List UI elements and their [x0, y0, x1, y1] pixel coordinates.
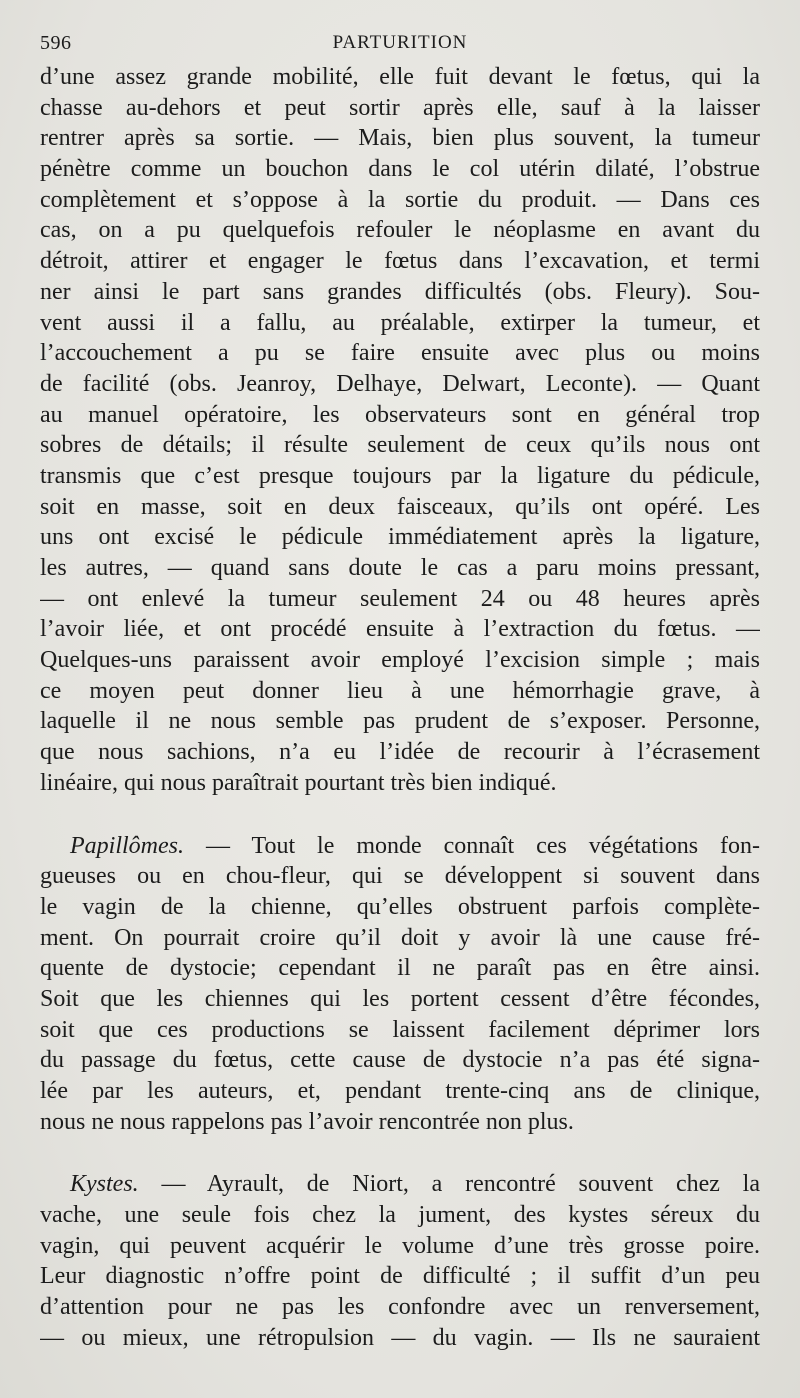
text-line: vache, une seule fois chez la jument, des kystes séreux du: [40, 1202, 760, 1229]
section-kystes: [40, 1169, 760, 1353]
running-title: PARTURITION: [332, 32, 468, 53]
body-text: [40, 62, 760, 1354]
text-line: ment. On pourrait croire qu’il doit y avoir là une cause fré-: [40, 924, 760, 951]
text-line: pénètre comme un bouchon dans le col utérin dilaté, l’obstrue: [40, 156, 760, 183]
section-first-line: [40, 1169, 760, 1200]
section-lead-kystes: Kystes.: [70, 1171, 139, 1198]
text-line: Quelques-uns paraissent avoir employé l’excision simple ; mais: [40, 647, 760, 674]
paragraph-gap: [40, 1137, 760, 1169]
text-line: que nous sachions, n’a eu l’idée de recourir à l’écrasement: [40, 739, 760, 766]
text-line: linéaire, qui nous paraîtrait pourtant très bien indiqué.: [40, 769, 557, 796]
text-line: chasse au-dehors et peut sortir après elle, sauf à la laisser: [40, 94, 760, 121]
text-line: vagin, qui peuvent acquérir le volume d’une très grosse poire.: [40, 1232, 760, 1259]
text-line: vent aussi il a fallu, au préalable, extirper la tumeur, et: [40, 309, 760, 336]
section-first-line-text: — Tout le monde connaît ces végétations fon-: [184, 832, 760, 859]
text-line: les autres, — quand sans doute le cas a paru moins pressant,: [40, 555, 760, 581]
text-line: lée par les auteurs, et, pendant trente-cinq ans de clinique,: [40, 1078, 760, 1104]
section-papillomes: [40, 831, 760, 1138]
running-head: [40, 28, 760, 58]
paragraph-continued: [40, 62, 760, 799]
text-line: soit en masse, soit en deux faisceaux, qu’ils ont opéré. Les: [40, 493, 760, 520]
text-line: de facilité (obs. Jeanroy, Delhaye, Delwart, Leconte). — Quant: [40, 370, 760, 397]
text-line: d’attention pour ne pas les confondre avec un renversement,: [40, 1294, 760, 1321]
text-line: détroit, attirer et engager le fœtus dans l’excavation, et termi: [40, 248, 760, 275]
text-line: transmis que c’est presque toujours par la ligature du pédicule,: [40, 462, 760, 489]
text-line: complètement et s’oppose à la sortie du produit. — Dans ces: [40, 186, 760, 213]
text-line: uns ont excisé le pédicule immédiatement après la ligature,: [40, 524, 760, 551]
text-line: au manuel opératoire, les observateurs sont en général trop: [40, 401, 760, 428]
text-line: — ou mieux, une rétropulsion — du vagin. — Ils ne sauraient: [40, 1324, 760, 1351]
text-line: nous ne nous rappelons pas l’avoir rencontrée non plus.: [40, 1108, 574, 1135]
section-lead-papillomes: Papillômes.: [70, 832, 184, 859]
text-line: ner ainsi le part sans grandes difficultés (obs. Fleury). Sou-: [40, 278, 760, 305]
text-line: du passage du fœtus, cette cause de dystocie n’a pas été signa-: [40, 1047, 760, 1074]
section-first-line: [40, 831, 760, 862]
text-line: ce moyen peut donner lieu à une hémorrhagie grave, à: [40, 677, 760, 704]
text-line: laquelle il ne nous semble pas prudent de s’exposer. Personne,: [40, 708, 760, 735]
text-line: le vagin de la chienne, qu’elles obstruent parfois complète-: [40, 893, 760, 920]
page-number: 596: [40, 32, 72, 54]
text-line: cas, on a pu quelquefois refouler le néoplasme en avant du: [40, 217, 760, 244]
text-line: Soit que les chiennes qui les portent cessent d’être fécondes,: [40, 985, 760, 1012]
text-line: rentrer après sa sortie. — Mais, bien plus souvent, la tumeur: [40, 125, 760, 152]
text-line: l’avoir liée, et ont procédé ensuite à l’extraction du fœtus. —: [40, 616, 760, 643]
text-line: sobres de détails; il résulte seulement de ceux qu’ils nous ont: [40, 432, 760, 459]
text-line: gueuses ou en chou-fleur, qui se développent si souvent dans: [40, 863, 760, 890]
text-line: d’une assez grande mobilité, elle fuit devant le fœtus, qui la: [40, 64, 760, 90]
text-line: l’accouchement a pu se faire ensuite avec plus ou moins: [40, 340, 760, 367]
section-first-line-text: — Ayrault, de Niort, a rencontré souvent chez la: [138, 1171, 760, 1198]
paragraph-gap: [40, 799, 760, 831]
text-line: Leur diagnostic n’offre point de difficulté ; il suffit d’un peu: [40, 1263, 760, 1290]
text-line: — ont enlevé la tumeur seulement 24 ou 48 heures après: [40, 585, 760, 612]
text-line: soit que ces productions se laissent facilement déprimer lors: [40, 1016, 760, 1043]
text-line: quente de dystocie; cependant il ne paraît pas en être ainsi.: [40, 955, 760, 982]
